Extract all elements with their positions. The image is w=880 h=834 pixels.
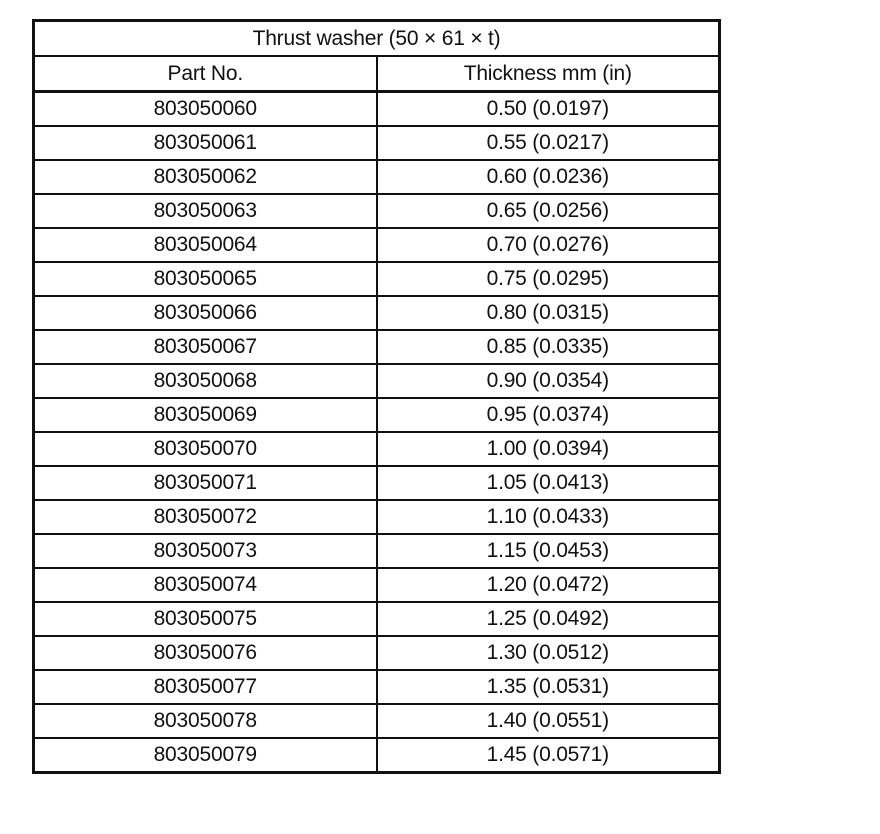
part-number-cell: 803050071	[34, 466, 377, 500]
thickness-cell: 0.75 (0.0295)	[377, 262, 720, 296]
table-row	[34, 432, 720, 466]
table-row	[34, 568, 720, 602]
table-row	[34, 228, 720, 262]
part-number-cell: 803050074	[34, 568, 377, 602]
thickness-cell: 0.65 (0.0256)	[377, 194, 720, 228]
table-row	[34, 126, 720, 160]
part-number-cell: 803050079	[34, 738, 377, 773]
table-head	[34, 21, 720, 92]
table-row	[34, 500, 720, 534]
part-number-cell: 803050061	[34, 126, 377, 160]
part-number-cell: 803050073	[34, 534, 377, 568]
thickness-cell: 1.05 (0.0413)	[377, 466, 720, 500]
part-number-cell: 803050069	[34, 398, 377, 432]
thickness-cell: 0.90 (0.0354)	[377, 364, 720, 398]
thickness-cell: 0.60 (0.0236)	[377, 160, 720, 194]
table-row	[34, 636, 720, 670]
table-row	[34, 398, 720, 432]
table-row	[34, 330, 720, 364]
thickness-cell: 1.00 (0.0394)	[377, 432, 720, 466]
table-row	[34, 738, 720, 773]
part-number-cell: 803050065	[34, 262, 377, 296]
table-row	[34, 92, 720, 127]
thickness-cell: 0.55 (0.0217)	[377, 126, 720, 160]
thickness-cell: 1.10 (0.0433)	[377, 500, 720, 534]
table-row	[34, 160, 720, 194]
thickness-cell: 0.95 (0.0374)	[377, 398, 720, 432]
thrust-washer-table	[32, 19, 721, 774]
table-body	[34, 92, 720, 773]
table-row	[34, 704, 720, 738]
thickness-cell: 1.35 (0.0531)	[377, 670, 720, 704]
part-number-cell: 803050062	[34, 160, 377, 194]
part-number-cell: 803050068	[34, 364, 377, 398]
part-number-cell: 803050075	[34, 602, 377, 636]
thickness-cell: 0.80 (0.0315)	[377, 296, 720, 330]
thickness-cell: 0.85 (0.0335)	[377, 330, 720, 364]
part-number-cell: 803050076	[34, 636, 377, 670]
thickness-cell: 1.30 (0.0512)	[377, 636, 720, 670]
thickness-cell: 1.40 (0.0551)	[377, 704, 720, 738]
table-row	[34, 602, 720, 636]
part-number-cell: 803050060	[34, 92, 377, 127]
table-row	[34, 670, 720, 704]
part-number-cell: 803050067	[34, 330, 377, 364]
part-number-cell: 803050070	[34, 432, 377, 466]
title-row	[34, 21, 720, 57]
table-row	[34, 534, 720, 568]
table-title: Thrust washer (50 × 61 × t)	[34, 21, 720, 57]
column-header-part-no: Part No.	[34, 56, 377, 92]
thickness-cell: 1.15 (0.0453)	[377, 534, 720, 568]
thickness-cell: 0.70 (0.0276)	[377, 228, 720, 262]
column-header-thickness: Thickness mm (in)	[377, 56, 720, 92]
thickness-cell: 1.20 (0.0472)	[377, 568, 720, 602]
thickness-cell: 1.45 (0.0571)	[377, 738, 720, 773]
part-number-cell: 803050077	[34, 670, 377, 704]
part-number-cell: 803050078	[34, 704, 377, 738]
part-number-cell: 803050066	[34, 296, 377, 330]
header-row	[34, 56, 720, 92]
part-number-cell: 803050063	[34, 194, 377, 228]
part-number-cell: 803050064	[34, 228, 377, 262]
table-row	[34, 364, 720, 398]
table-row	[34, 194, 720, 228]
table-row	[34, 296, 720, 330]
table-row	[34, 466, 720, 500]
part-number-cell: 803050072	[34, 500, 377, 534]
thickness-cell: 1.25 (0.0492)	[377, 602, 720, 636]
table-row	[34, 262, 720, 296]
thickness-cell: 0.50 (0.0197)	[377, 92, 720, 127]
